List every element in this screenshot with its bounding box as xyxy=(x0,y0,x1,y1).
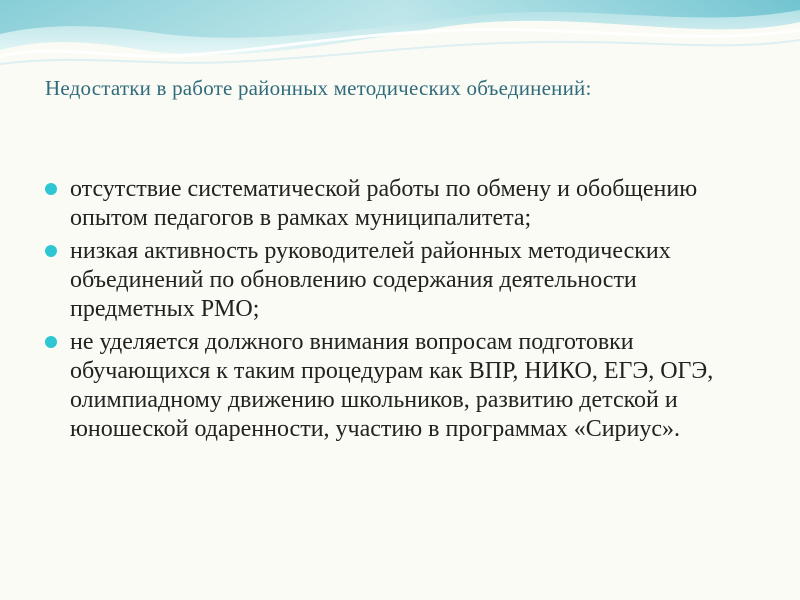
bullet-item xyxy=(45,237,765,324)
bullet-text: низкая активность руководителей районных методических объединений по обновлению содержания деятельности предметных РМО; xyxy=(70,238,671,322)
bullet-text: не уделяется должного внимания вопросам подготовки обучающихся к таким процедурам как ВПР, НИКО, ЕГЭ, ОГЭ, олимпиадному движению школьников, развитию детской и юношеской одаренности, участию в программах «Сириус». xyxy=(70,329,714,442)
bullet-text: отсутствие систематической работы по обмену и обобщению опытом педагогов в рамках муниципалитета; xyxy=(70,176,698,231)
bullet-item xyxy=(45,175,765,233)
circle-bullet-icon xyxy=(45,183,57,195)
bullet-item xyxy=(45,328,765,444)
slide-title: Недостатки в работе районных методических объединений: xyxy=(45,76,592,100)
circle-bullet-icon xyxy=(45,245,57,257)
bullet-list xyxy=(45,175,765,448)
circle-bullet-icon xyxy=(45,336,57,348)
